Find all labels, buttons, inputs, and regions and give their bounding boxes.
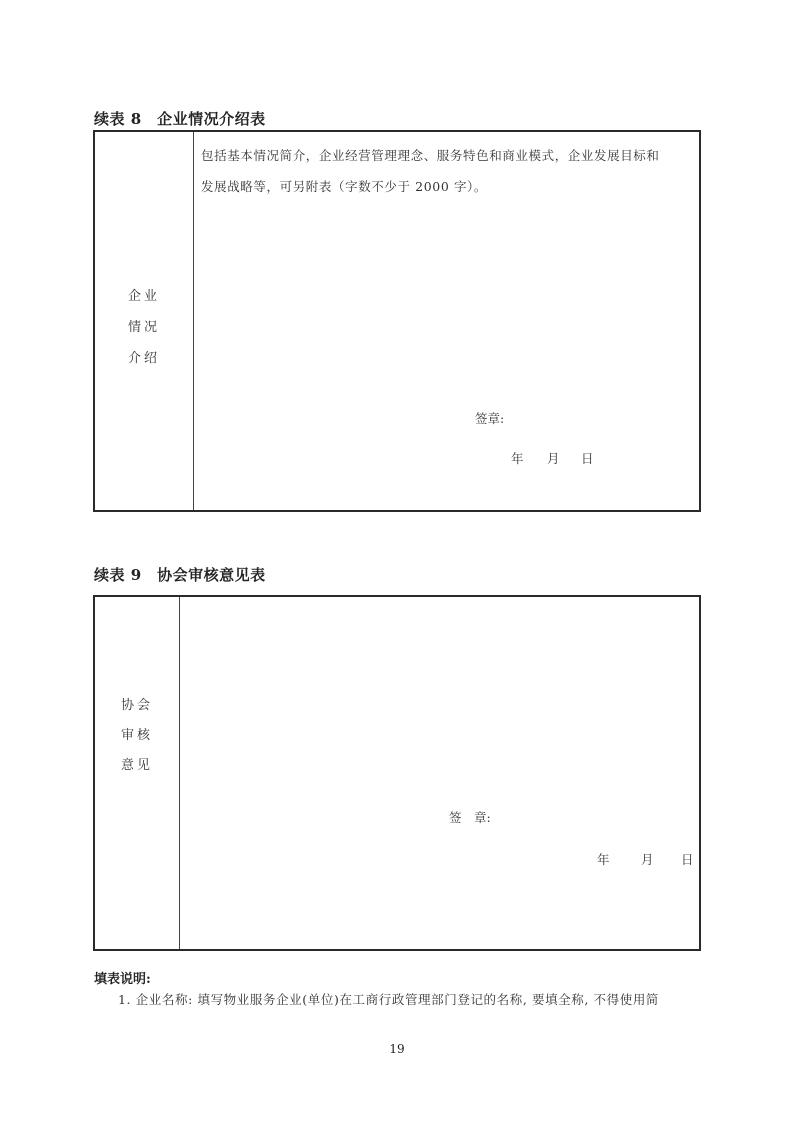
label-line: 审核: [120, 728, 153, 743]
label-line: 情况: [127, 320, 160, 335]
label-line: 企业: [127, 289, 160, 304]
signature-label: 签 章:: [449, 810, 491, 825]
company-introduction-table: [93, 130, 701, 512]
page-number: 19: [389, 1042, 405, 1056]
label-line: 意见: [120, 758, 153, 773]
date-day: 日: [681, 852, 694, 867]
note-item: 1. 企业名称: 填写物业服务企业(单位)在工商行政管理部门登记的名称, 要填全称, 不得使用简: [118, 992, 660, 1007]
association-review-table: [93, 595, 701, 951]
instruction-line: 包括基本情况简介，企业经营管理理念、服务特色和商业模式，企业发展目标和: [201, 148, 660, 163]
table9-caption: 续表 9 协会审核意见表: [94, 566, 266, 584]
date-year: 年: [597, 852, 610, 867]
label-line: 协会: [120, 698, 153, 713]
table8-caption: 续表 8 企业情况介绍表: [94, 110, 266, 128]
date-month: 月: [641, 852, 654, 867]
label-line: 介绍: [127, 351, 160, 366]
company-intro-instructions: [201, 140, 693, 202]
notes-title: 填表说明:: [94, 972, 151, 987]
association-review-label-cell: [95, 597, 180, 949]
instruction-line: 发展战略等，可另附表（字数不少于 2000 字）。: [201, 179, 488, 194]
date-day: 日: [581, 451, 594, 466]
date-month: 月: [547, 451, 560, 466]
date-year: 年: [511, 451, 524, 466]
signature-label: 签章:: [475, 411, 505, 426]
company-intro-label-cell: [95, 132, 194, 510]
